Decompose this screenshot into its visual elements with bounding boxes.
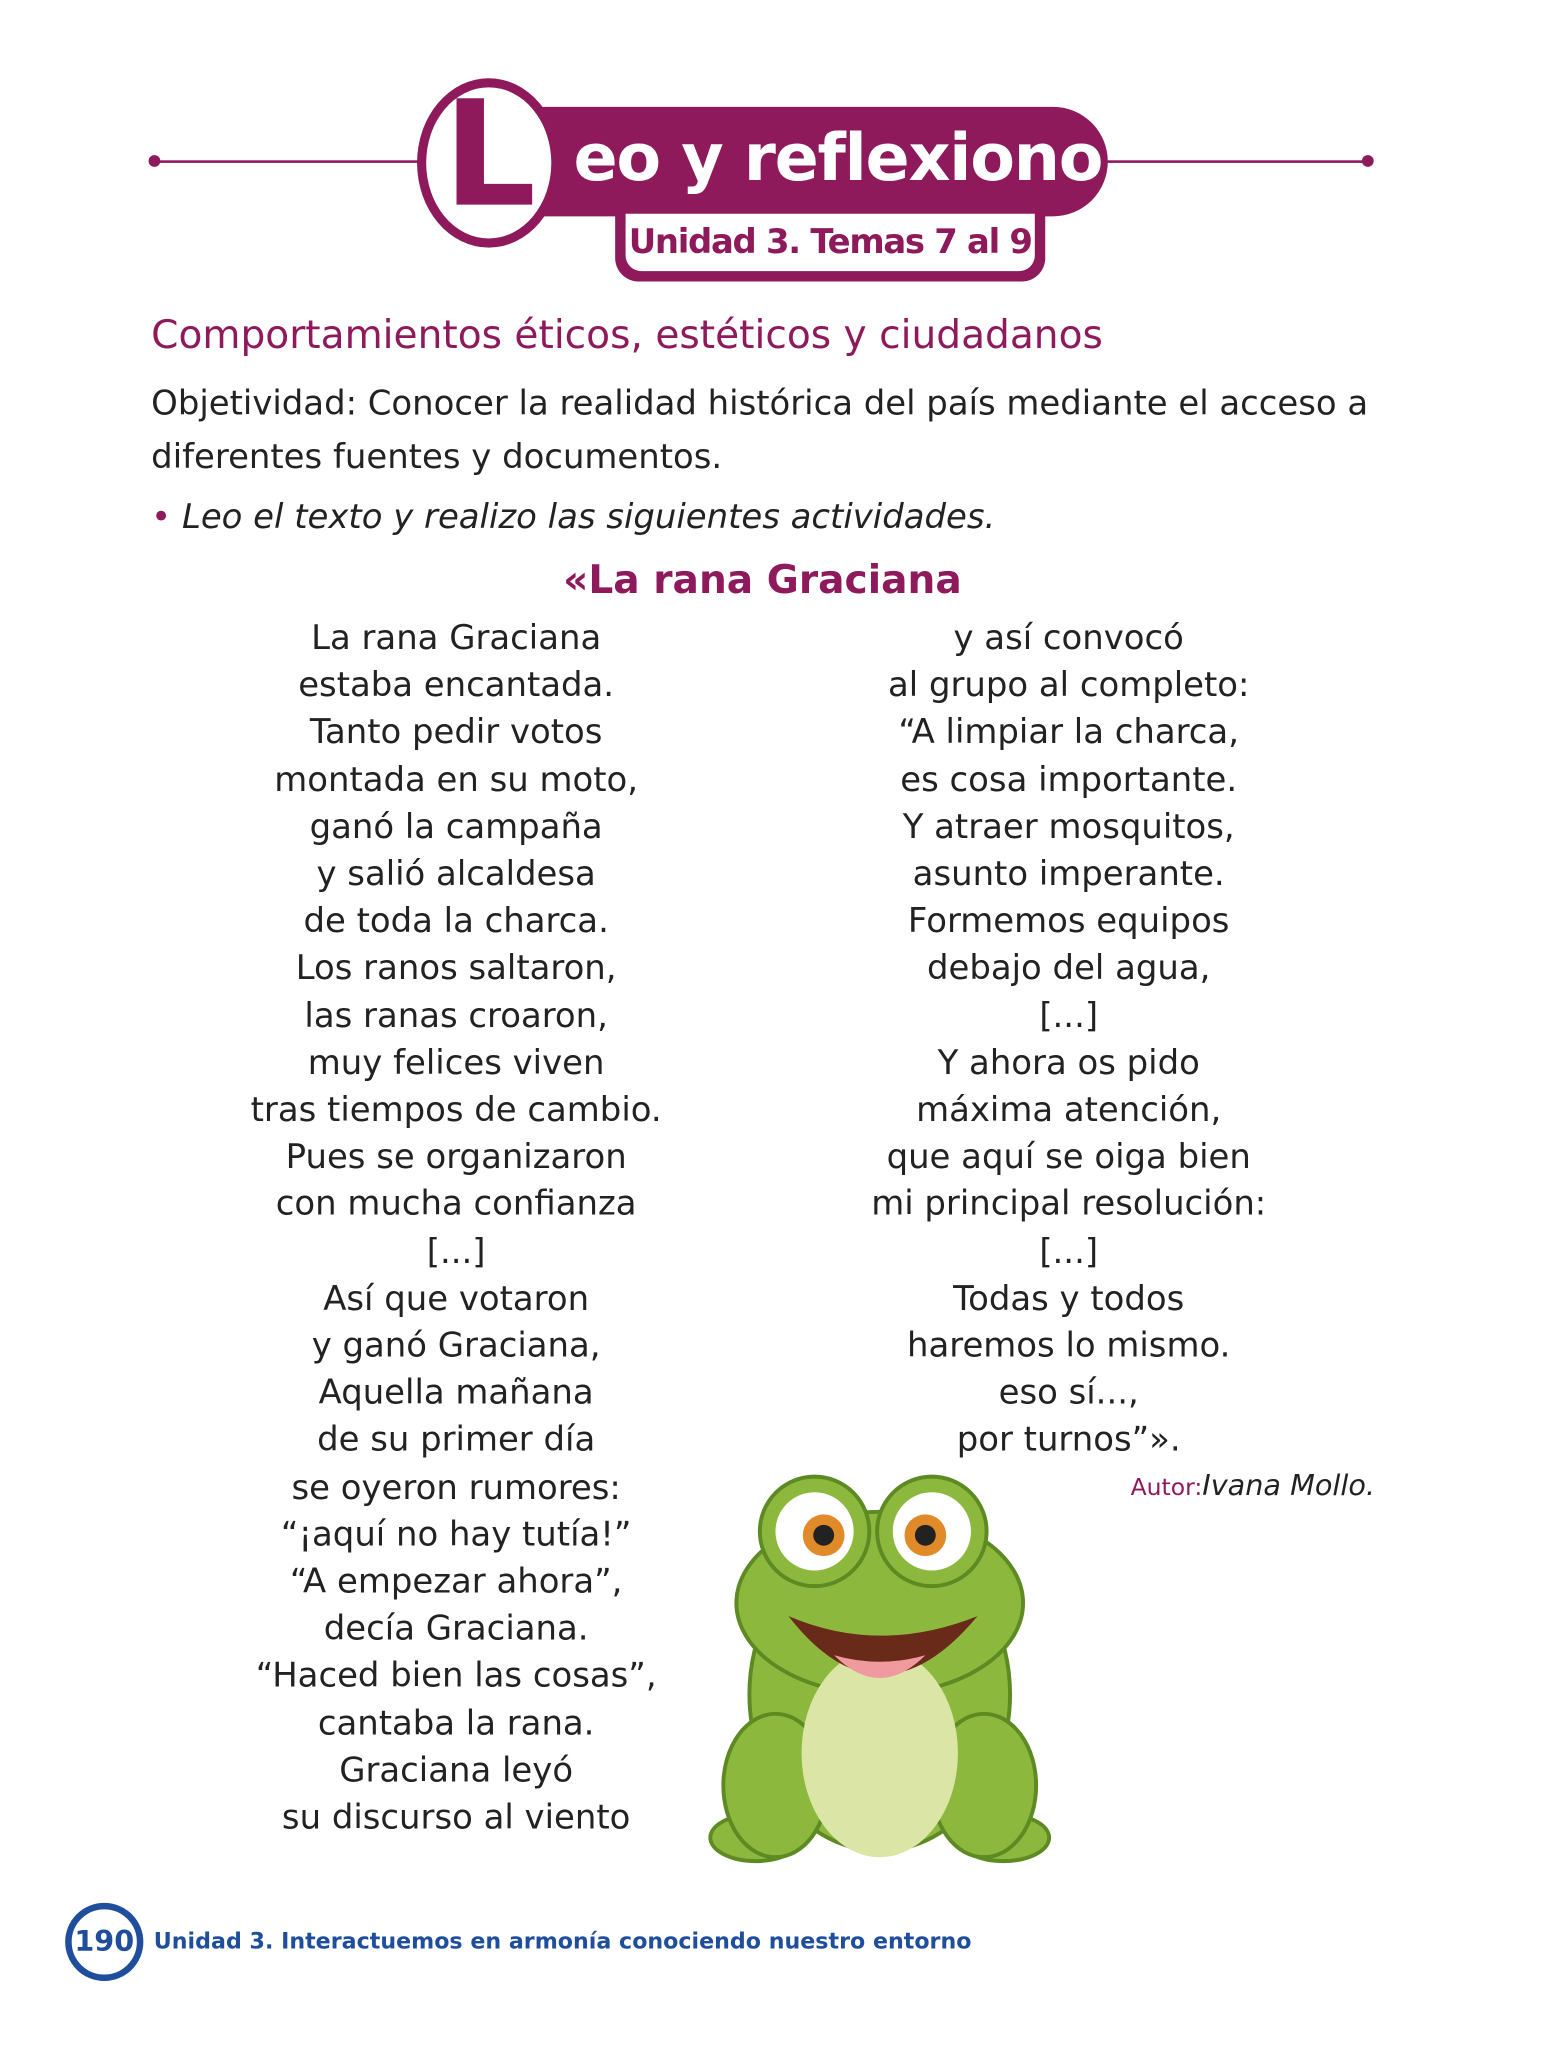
rule-dot-left — [149, 155, 161, 167]
objective: Objetividad: Conocer la realidad histórica del país mediante el acceso a diferentes fuentes y documentos. — [151, 384, 1369, 478]
rule-dot-right — [1362, 155, 1374, 167]
author-name: Ivana Mollo. — [1202, 1470, 1375, 1503]
poem-line: [...] — [1039, 1232, 1099, 1272]
poem-line: decía Graciana. — [323, 1609, 589, 1650]
poem-line: Tanto pedir votos — [309, 713, 603, 753]
poem-line: La rana Graciana — [311, 619, 602, 659]
author — [1131, 1470, 1375, 1503]
poem-line: mi principal resolución: — [871, 1185, 1267, 1225]
poem-line: y así convocó — [953, 619, 1184, 659]
poem-line: de su primer día — [317, 1421, 596, 1461]
poem-line: por turnos”». — [956, 1421, 1181, 1461]
poem-line: “Haced bien las cosas”, — [255, 1657, 657, 1697]
poem-line: que aquí se oiga bien — [886, 1138, 1251, 1178]
poem-title: «La rana Graciana — [563, 557, 962, 604]
poem-line: Los ranos saltaron, — [295, 949, 617, 989]
poem-line: muy felices viven — [307, 1043, 605, 1083]
poem-line: asunto imperante. — [912, 854, 1225, 895]
author-label: Autor: — [1130, 1474, 1203, 1502]
footer-text: Unidad 3. Interactuemos en armonía conociendo nuestro entorno — [153, 1928, 972, 1955]
instruction — [151, 498, 995, 537]
poem-line: cantaba la rana. — [317, 1704, 595, 1744]
poem-line: eso sí..., — [998, 1374, 1139, 1414]
instruction-text: Leo el texto y realizo las siguientes actividades. — [181, 497, 996, 537]
poem-line: su discurso al viento — [281, 1798, 631, 1838]
poem-line: Y ahora os pido — [937, 1043, 1200, 1083]
poem-line: las ranas croaron, — [304, 996, 608, 1036]
poem-line: al grupo al completo: — [887, 666, 1250, 706]
poem-line: [...] — [426, 1232, 486, 1272]
header-rule-right — [1101, 160, 1368, 163]
poem-line: Y atraer mosquitos, — [902, 807, 1235, 847]
page-number: 190 — [65, 1903, 143, 1981]
poem-line: “¡aquí no hay tutía!” — [280, 1515, 632, 1555]
bullet: • — [151, 497, 172, 537]
poem-line: Graciana leyó — [339, 1751, 574, 1791]
header-rule-left — [154, 160, 428, 163]
poem-line: ganó la campaña — [309, 807, 603, 847]
poem-column-2 — [834, 615, 1303, 1464]
poem-line: y ganó Graciana, — [311, 1326, 601, 1366]
poem-line: Aquella mañana — [318, 1374, 594, 1414]
poem-line: Formemos equipos — [907, 902, 1230, 942]
poem-column-1 — [222, 615, 691, 1842]
poem-line: debajo del agua, — [927, 949, 1211, 989]
poem-line: Así que votaron — [323, 1279, 590, 1319]
poem-line: “A empezar ahora”, — [289, 1562, 623, 1602]
poem-line: “A limpiar la charca, — [898, 713, 1239, 753]
title-initial: L — [443, 70, 537, 240]
unit-label: Unidad 3. Temas 7 al 9 — [626, 214, 1035, 271]
poem-line: estaba encantada. — [298, 666, 615, 706]
poem-line: montada en su moto, — [274, 760, 639, 800]
poem-line: Pues se organizaron — [285, 1138, 627, 1178]
poem-line: de toda la charca. — [303, 902, 609, 942]
subtitle: Comportamientos éticos, estéticos y ciudadanos — [151, 312, 1103, 359]
poem-line: máxima atención, — [916, 1090, 1222, 1131]
poem-line: se oyeron rumores: — [291, 1468, 621, 1508]
poem-line: es cosa importante. — [900, 760, 1238, 800]
frog-illustration — [678, 1473, 1082, 1903]
poem-line: tras tiempos de cambio. — [250, 1090, 662, 1131]
poem-line: y salió alcaldesa — [316, 854, 596, 895]
poem-line: [...] — [1039, 996, 1099, 1036]
poem-line: con mucha confianza — [275, 1185, 637, 1225]
poem-line: haremos lo mismo. — [907, 1326, 1231, 1366]
section-title: eo y reflexiono — [573, 119, 1103, 196]
poem-line: Todas y todos — [953, 1279, 1185, 1319]
